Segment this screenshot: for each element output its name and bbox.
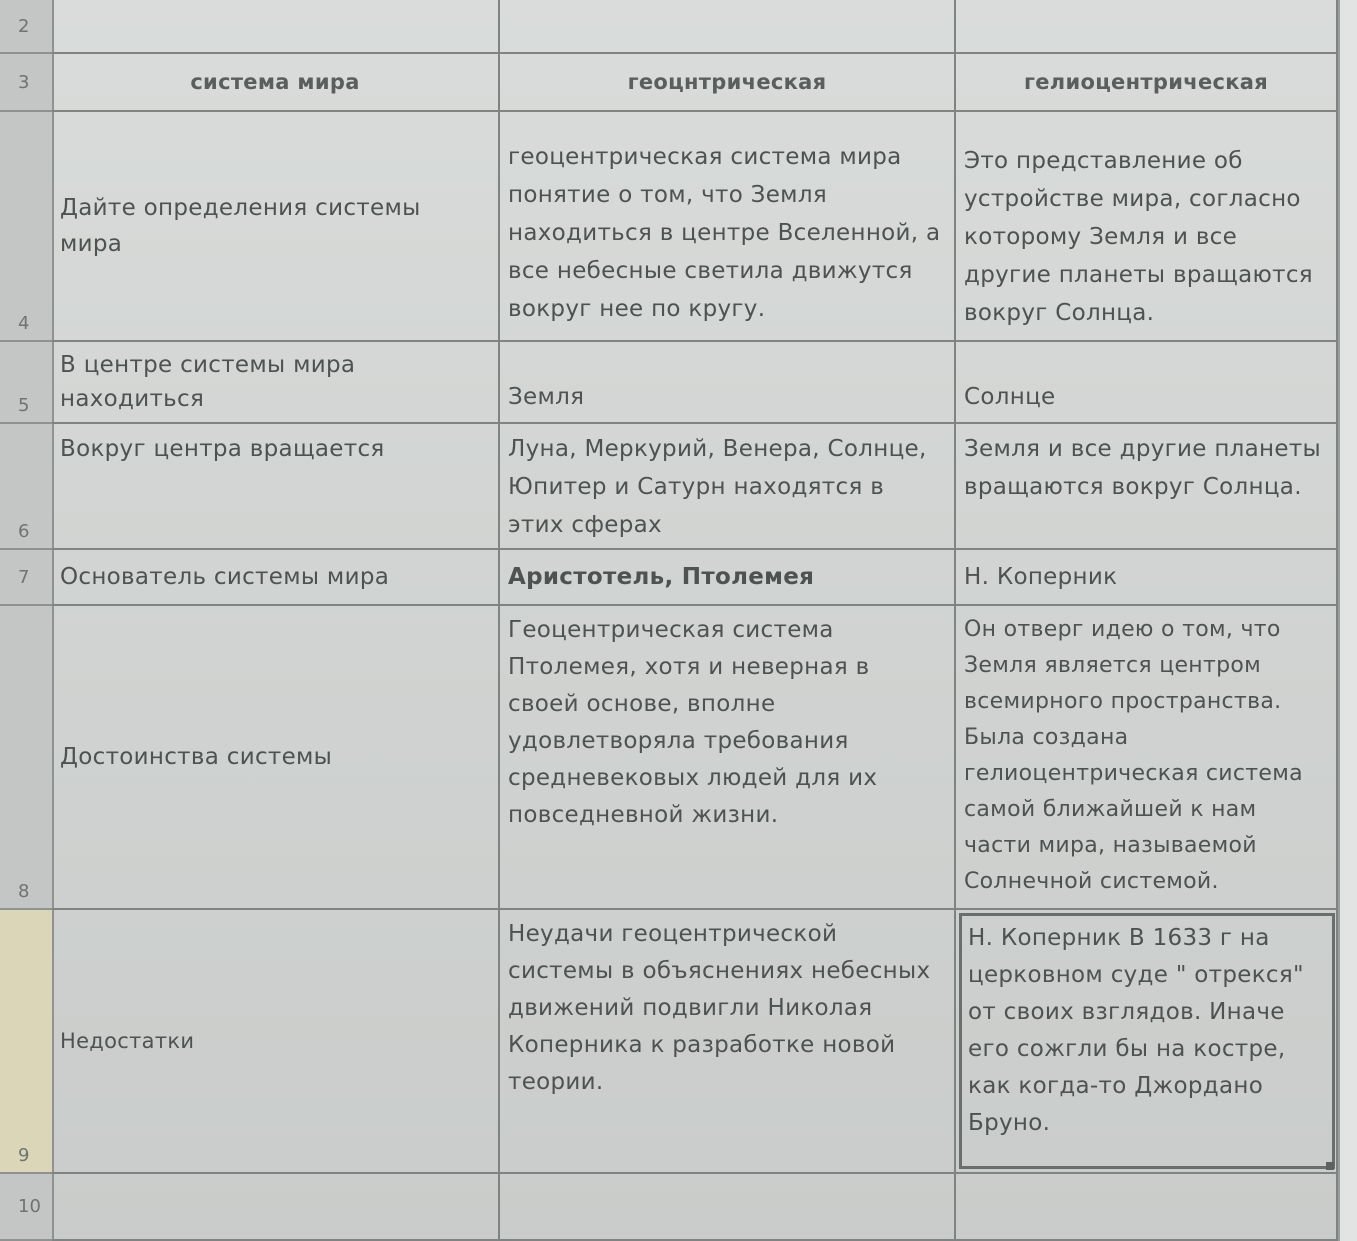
- cell-empty[interactable]: [956, 1174, 1338, 1239]
- row-header-4[interactable]: 4: [0, 112, 52, 342]
- cell-label[interactable]: В центре системы мира находиться: [52, 342, 500, 422]
- table-row: [52, 606, 1338, 910]
- cell-helio[interactable]: Это представление об устройстве мира, согласно которому Земля и все другие планеты вращаются вокруг Солнца.: [956, 112, 1338, 340]
- table-row: [52, 1174, 1338, 1241]
- cell-helio[interactable]: Н. Коперник: [956, 550, 1338, 604]
- table-row: [52, 424, 1338, 550]
- row-header-9[interactable]: 9: [0, 910, 52, 1174]
- table-row: [52, 0, 1338, 54]
- cell-empty[interactable]: [956, 0, 1338, 52]
- cell-geo[interactable]: Аристотель, Птолемея: [500, 550, 956, 604]
- cell-helio[interactable]: Он отверг идею о том, что Земля является центром всемирного пространства. Была создана гелиоцентрическая система самой ближайшей к нам части мира, называемой Солнечной системой.: [956, 606, 1338, 908]
- cell-geo[interactable]: Земля: [500, 342, 956, 422]
- cell-grid: [52, 0, 1357, 1241]
- cell-helio[interactable]: Солнце: [956, 342, 1338, 422]
- cell-empty[interactable]: [500, 1174, 956, 1239]
- header-cell-heliocentric[interactable]: гелиоцентрическая: [956, 54, 1338, 110]
- cell-label[interactable]: Основатель системы мира: [52, 550, 500, 604]
- cell-label[interactable]: Достоинства системы: [52, 606, 500, 908]
- cell-label[interactable]: Недостатки: [52, 910, 500, 1172]
- cell-empty[interactable]: [52, 0, 500, 52]
- table-row: [52, 910, 1338, 1174]
- header-cell-geocentric[interactable]: геоцнтрическая: [500, 54, 956, 110]
- selected-cell-helio[interactable]: [956, 910, 1338, 1172]
- table-row: [52, 550, 1338, 606]
- cell-label[interactable]: Вокруг центра вращается: [52, 424, 500, 548]
- cell-label[interactable]: Дайте определения системы мира: [52, 112, 500, 340]
- header-cell-system[interactable]: система мира: [52, 54, 500, 110]
- cell-geo[interactable]: Геоцентрическая система Птолемея, хотя и неверная в своей основе, вполне удовлетворяла требования средневековых людей для их повседневной жизни.: [500, 606, 956, 908]
- row-header-10[interactable]: 10: [0, 1174, 52, 1241]
- cell-helio-text: Н. Коперник В 1633 г на церковном суде " отрекся" от своих взглядов. Иначе его сожгли бы на костре, как когда-то Джордано Бруно.: [968, 925, 1304, 1136]
- table-row: [52, 342, 1338, 424]
- row-header-2[interactable]: 2: [0, 0, 52, 54]
- next-column-area[interactable]: [1338, 0, 1357, 1241]
- cell-empty[interactable]: [52, 1174, 500, 1239]
- table-row: [52, 112, 1338, 342]
- row-header-5[interactable]: 5: [0, 342, 52, 424]
- row-header-7[interactable]: 7: [0, 550, 52, 606]
- row-header-3[interactable]: 3: [0, 54, 52, 112]
- row-header-8[interactable]: 8: [0, 606, 52, 910]
- row-header-6[interactable]: 6: [0, 424, 52, 550]
- cell-empty[interactable]: [500, 0, 956, 52]
- table-header-row: [52, 54, 1338, 112]
- fill-handle[interactable]: [1326, 1162, 1334, 1170]
- cell-helio[interactable]: Земля и все другие планеты вращаются вокруг Солнца.: [956, 424, 1338, 548]
- cell-geo[interactable]: Неудачи геоцентрической системы в объяснениях небесных движений подвигли Николая Коперника к разработке новой теории.: [500, 910, 956, 1172]
- cell-geo[interactable]: Луна, Меркурий, Венера, Солнце, Юпитер и Сатурн находятся в этих сферах: [500, 424, 956, 548]
- cell-geo[interactable]: геоцентрическая система мира понятие о том, что Земля находиться в центре Вселенной, а все небесные светила движутся вокруг нее по кругу.: [500, 112, 956, 340]
